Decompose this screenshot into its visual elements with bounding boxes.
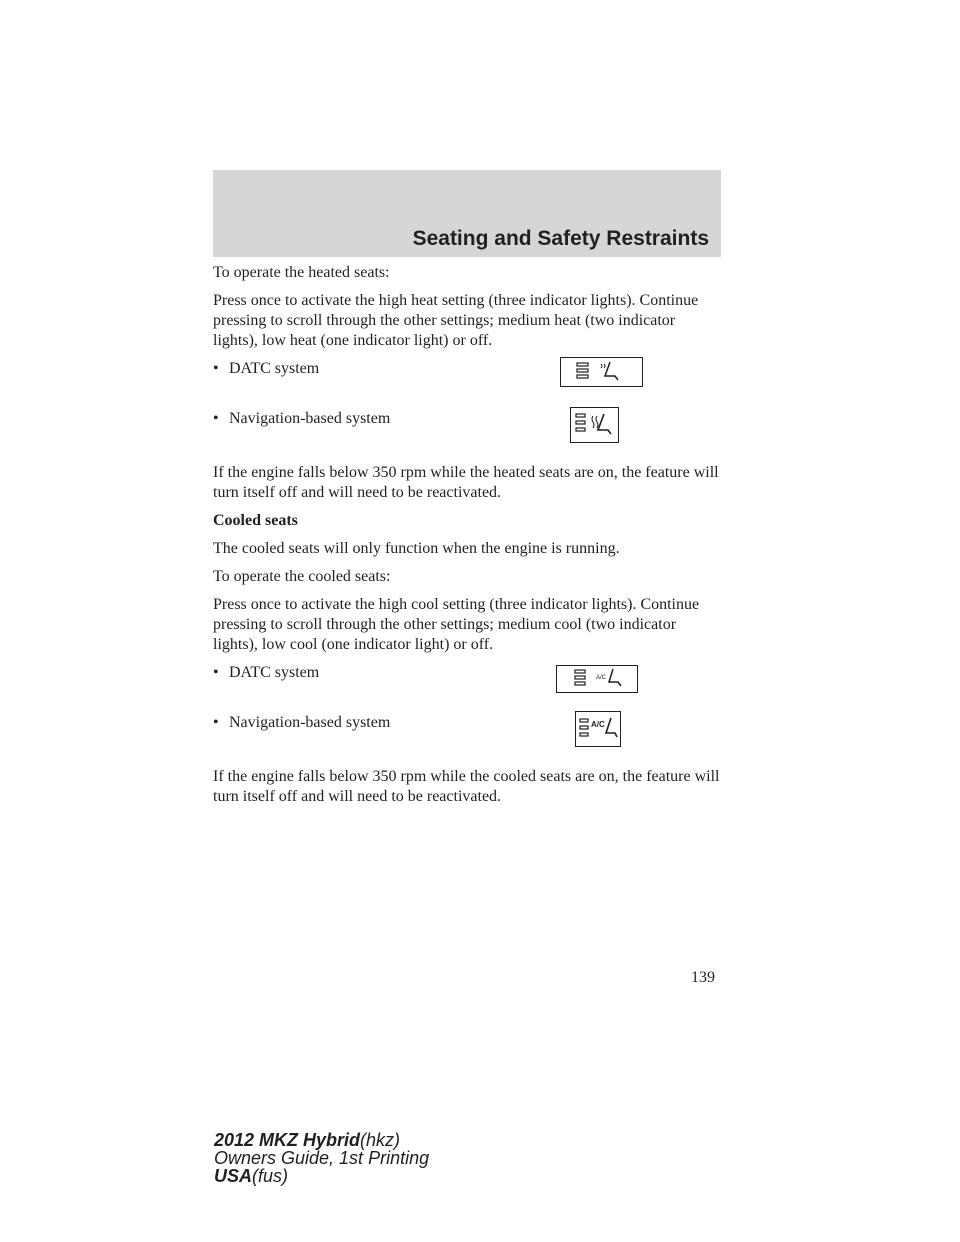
cooled-intro: To operate the cooled seats: — [213, 568, 391, 585]
cooled-heading: Cooled seats — [213, 512, 298, 529]
bullet-dot: • — [213, 714, 219, 731]
bullet-dot: • — [213, 360, 219, 377]
bullet-dot: • — [213, 664, 219, 681]
cooled-instructions: Press once to activate the high cool setting (three indicator lights). Continue pressing to scroll through the other settings; medium cool (two indicator lights), low cool (one indicator light) or off. — [213, 596, 700, 653]
bullet-label: DATC system — [229, 664, 320, 681]
bullet-label: DATC system — [229, 360, 320, 377]
page-number: 139 — [691, 969, 715, 986]
bullet-label: Navigation-based system — [229, 714, 391, 731]
heated-instructions: Press once to activate the high heat setting (three indicator lights). Continue pressing to scroll through the other settings; medium heat (two indicator lights), low heat (one indicator light) or off. — [213, 292, 699, 349]
document-footer — [214, 1131, 429, 1185]
cooled-bullet-nav — [213, 713, 723, 767]
heated-bullet-datc — [213, 359, 723, 409]
footer-region: USA — [214, 1166, 253, 1186]
cooled-note: If the engine falls below 350 rpm while the cooled seats are on, the feature will turn itself off and will need to be reactivated. — [213, 768, 720, 805]
footer-line-2: Owners Guide, 1st Printing — [214, 1148, 430, 1168]
heated-intro: To operate the heated seats: — [213, 264, 390, 281]
cooled-engine-note: The cooled seats will only function when the engine is running. — [213, 540, 620, 557]
bullet-label: Navigation-based system — [229, 410, 391, 427]
footer-model-code: (hkz) — [360, 1130, 401, 1150]
ac-label: A/C — [591, 720, 605, 729]
ac-label: A/C — [596, 675, 607, 681]
heated-bullet-nav — [213, 409, 723, 463]
heated-note: If the engine falls below 350 rpm while the heated seats are on, the feature will turn itself off and will need to be reactivated. — [213, 464, 719, 501]
footer-region-code: (fus) — [252, 1166, 289, 1186]
heated-seat-icon — [560, 357, 643, 387]
section-header-band — [213, 170, 721, 257]
bullet-dot: • — [213, 410, 219, 427]
footer-line-1 — [214, 1131, 429, 1149]
cooled-seat-icon — [575, 711, 621, 747]
footer-model: 2012 MKZ Hybrid — [214, 1130, 361, 1150]
section-title: Seating and Safety Restraints — [412, 227, 709, 250]
cooled-seat-icon — [556, 665, 638, 693]
footer-line-3 — [214, 1167, 429, 1185]
cooled-bullet-datc — [213, 663, 723, 713]
heated-seat-icon — [570, 407, 619, 443]
page-content — [213, 263, 723, 815]
